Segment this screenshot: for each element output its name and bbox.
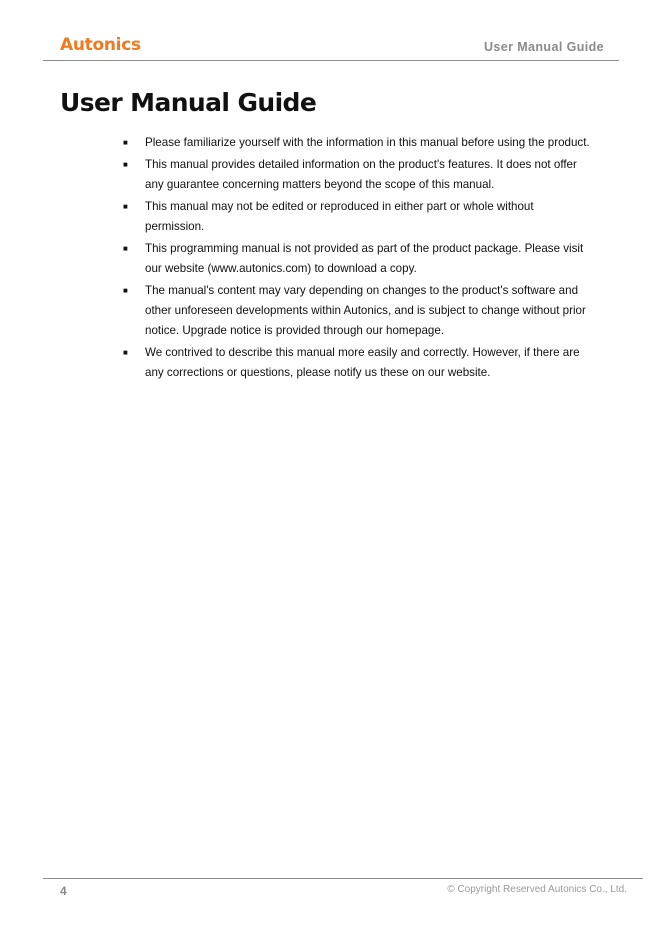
page-number: 4 (60, 884, 67, 898)
list-item (118, 155, 590, 195)
square-bullet-icon: ■ (123, 202, 128, 211)
copyright-notice: © Copyright Reserved Autonics Co., Ltd. (447, 884, 627, 895)
list-item (118, 343, 590, 383)
square-bullet-icon: ■ (123, 160, 128, 169)
list-item-text: We contrived to describe this manual more easily and correctly. However, if there are any corrections or questions, please notify us these on our website. (145, 346, 580, 379)
header-title: User Manual Guide (483, 40, 604, 54)
list-item (118, 133, 590, 153)
list-item (118, 239, 590, 279)
square-bullet-icon: ■ (123, 348, 128, 357)
square-bullet-icon: ■ (123, 138, 128, 147)
square-bullet-icon: ■ (123, 244, 128, 253)
page-title: User Manual Guide (60, 88, 317, 117)
page-footer (43, 878, 643, 903)
list-item-text: This manual provides detailed information on the product's features. It does not offer any guarantee concerning matters beyond the scope of this manual. (145, 158, 577, 191)
page-header (43, 30, 619, 61)
list-item-text: Please familiarize yourself with the information in this manual before using the product. (145, 136, 590, 149)
autonics-logo: Autonics (60, 35, 141, 55)
list-item-text: The manual's content may vary depending on changes to the product's software and other unforeseen developments within Autonics, and is subject to change without prior notice. Upgrade notice is provided through our homepage. (145, 284, 586, 337)
list-item-text: This manual may not be edited or reproduced in either part or whole without permission. (145, 200, 534, 233)
list-item (118, 281, 590, 341)
list-item (118, 197, 590, 237)
list-item-text: This programming manual is not provided as part of the product package. Please visit our website (www.autonics.com) to download a copy. (145, 242, 584, 275)
notice-list (118, 133, 590, 385)
square-bullet-icon: ■ (123, 286, 128, 295)
